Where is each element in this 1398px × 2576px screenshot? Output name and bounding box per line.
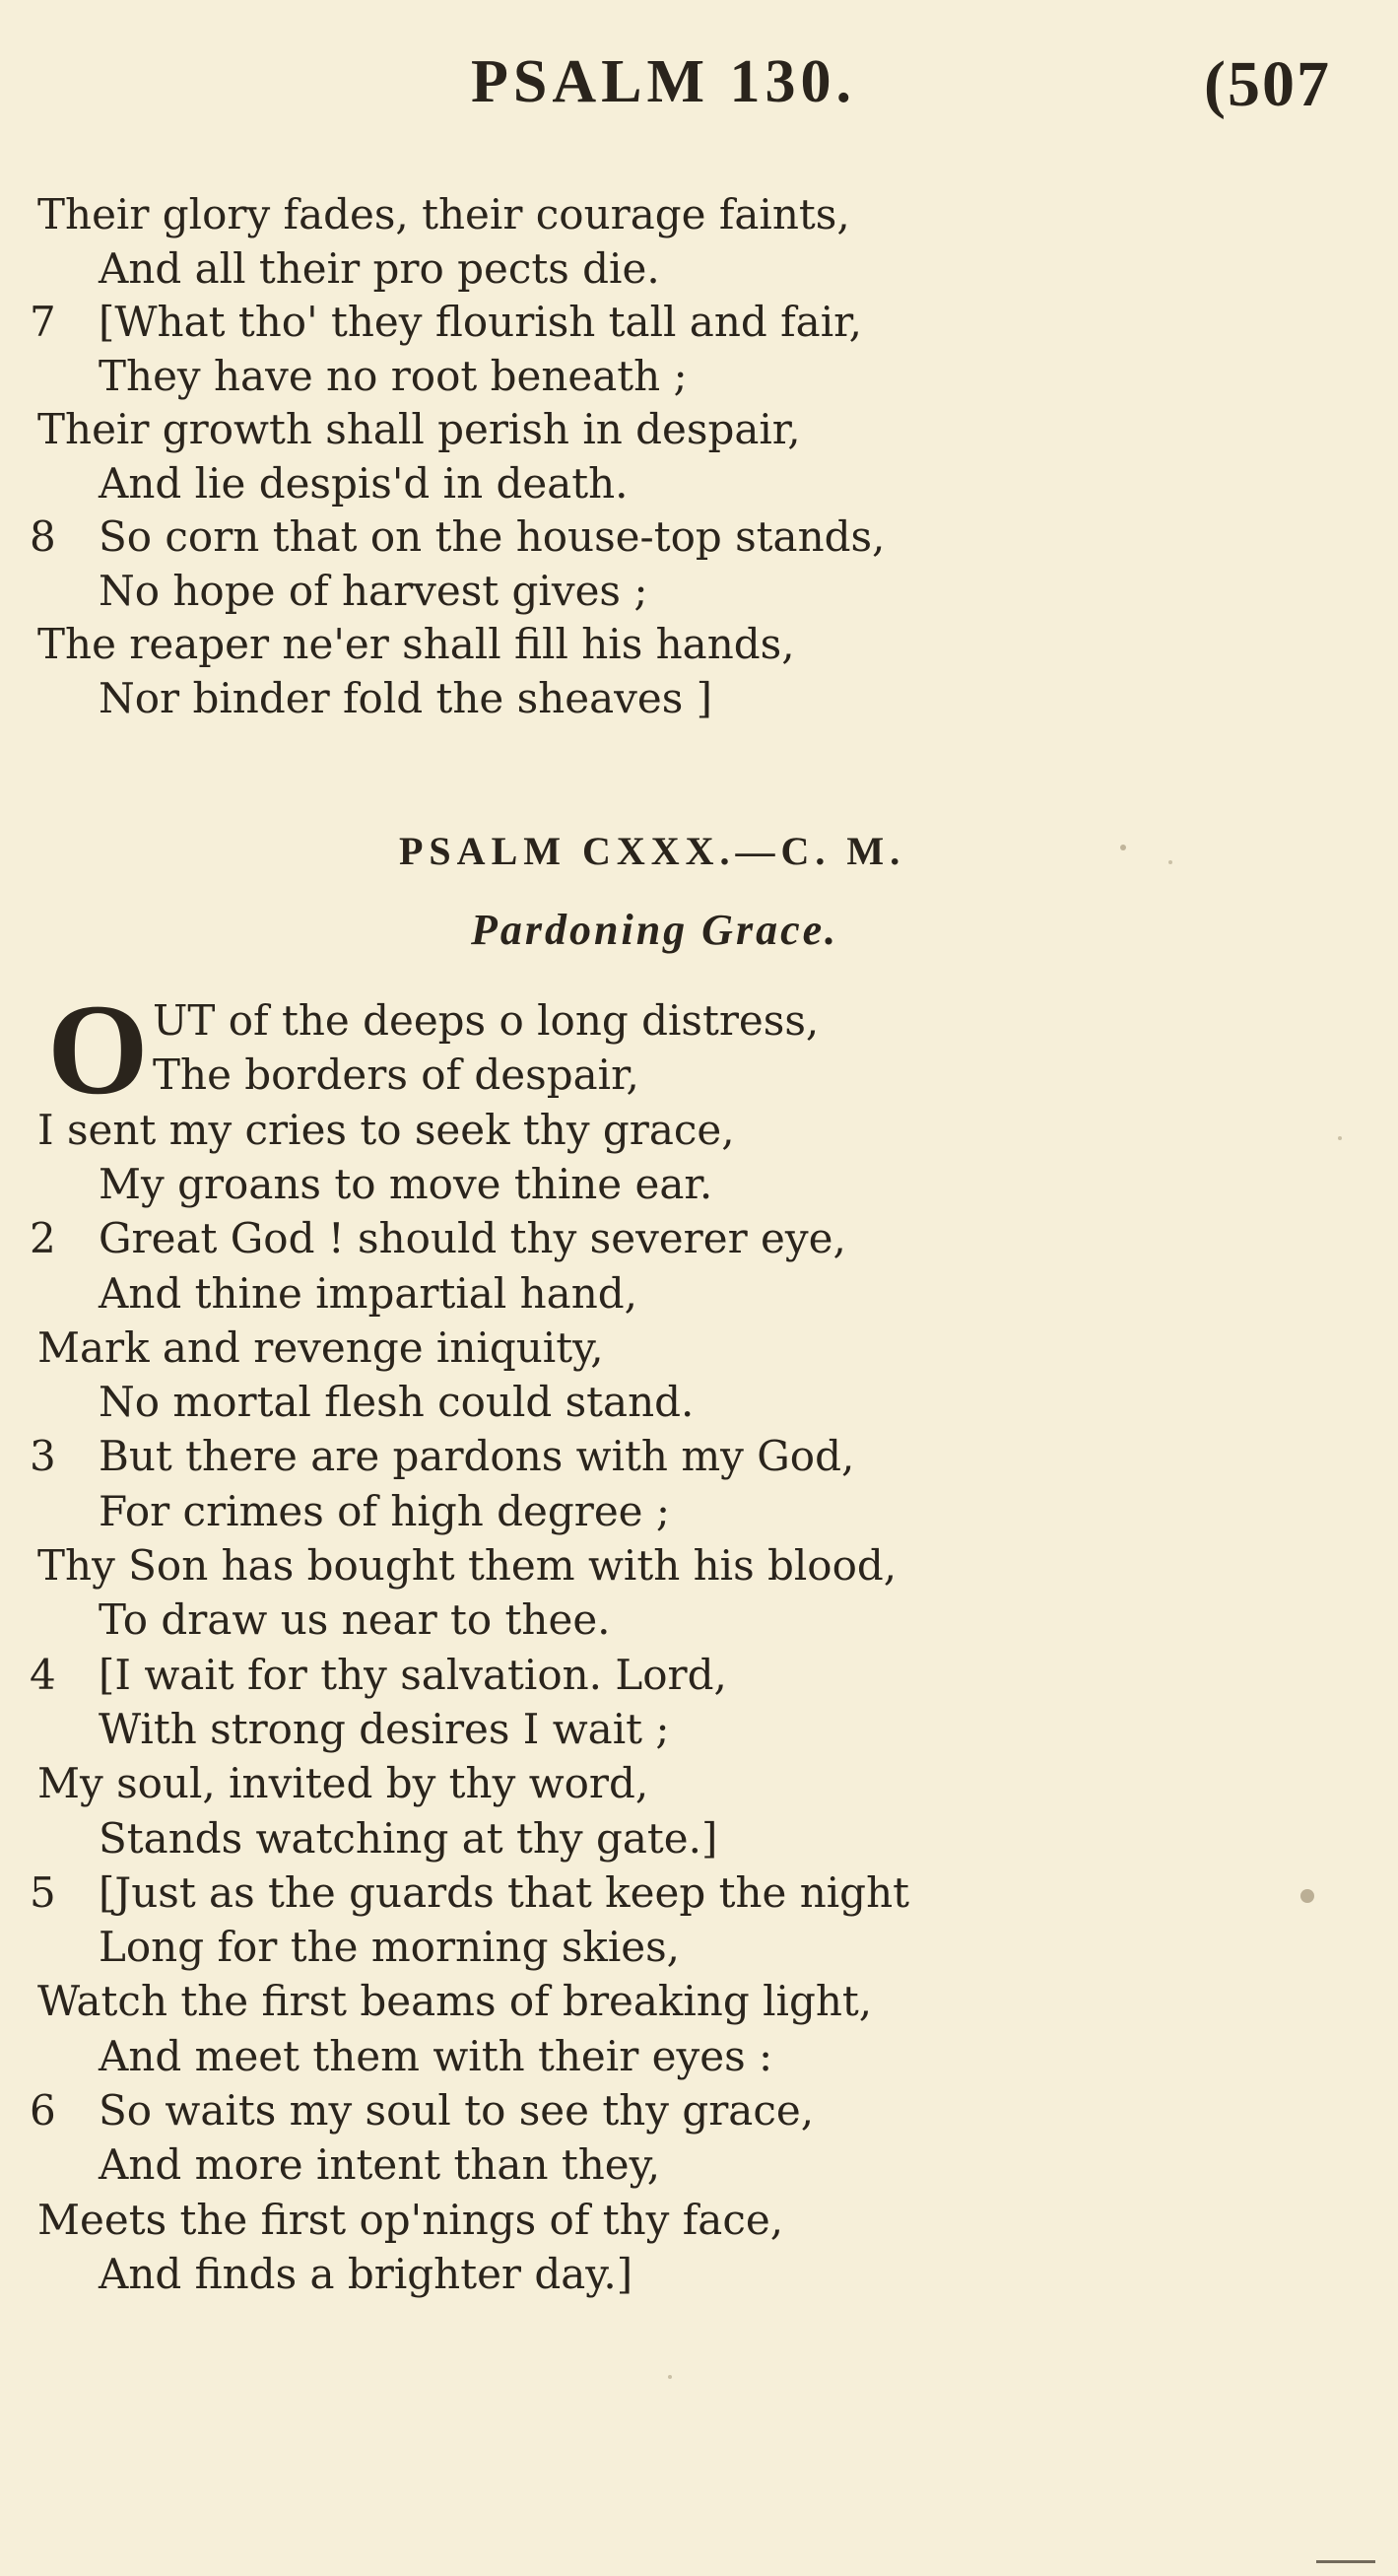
ink-speck [1168, 860, 1172, 864]
running-title: PSALM 130. [471, 48, 856, 115]
verse-text: To draw us near to thee. [99, 1595, 611, 1645]
verse-text: [Just as the guards that keep the night [99, 1867, 909, 1917]
verse-text: But there are pardons with my God, [99, 1432, 855, 1481]
verse-text: The borders of despair, [153, 1051, 639, 1100]
verse-text: So waits my soul to see thy grace, [99, 2086, 815, 2135]
verse-text: Stands watching at thy gate.] [99, 1813, 718, 1863]
verse-number: 4 [30, 1650, 56, 1699]
verse-text: Their growth shall perish in despair, [37, 405, 801, 453]
psalm-subtitle: Pardoning Grace. [471, 906, 839, 954]
verse-text: Nor binder fold the sheaves ] [99, 673, 713, 722]
verse-text: For crimes of high degree ; [99, 1486, 671, 1535]
ink-speck [1300, 1889, 1314, 1903]
verse-text: Their glory fades, their courage faints, [37, 190, 850, 238]
verse-text: No hope of harvest gives ; [99, 566, 648, 615]
verse-number: 3 [30, 1432, 56, 1481]
verse-text: They have no root beneath ; [99, 351, 688, 400]
verse-text: And all their pro pects die. [99, 243, 660, 293]
verse-text: Meets the first op'nings of thy face, [37, 2195, 784, 2244]
drop-cap: O [47, 977, 149, 1121]
verse-number: 5 [30, 1867, 56, 1917]
ink-speck [1338, 1136, 1342, 1140]
verse-number: 6 [30, 2086, 56, 2135]
verse-text: And thine impartial hand, [99, 1268, 638, 1318]
ink-speck [668, 2375, 672, 2379]
verse-text: My groans to move thine ear. [99, 1159, 713, 1208]
verse-text: My soul, invited by thy word, [37, 1759, 649, 1808]
verse-text: With strong desires I wait ; [99, 1704, 670, 1753]
verse-text: And meet them with their eyes : [99, 2031, 773, 2080]
verse-text: [I wait for thy salvation. Lord, [99, 1650, 727, 1699]
verse-text: So corn that on the house-top stands, [99, 512, 886, 561]
ink-speck [1316, 2560, 1375, 2563]
verse-text: No mortal flesh could stand. [99, 1378, 695, 1427]
verse-text: And lie despis'd in death. [99, 458, 629, 508]
verse-number: 7 [30, 298, 56, 346]
verse-text: Watch the first beams of breaking light, [37, 1977, 873, 2026]
ink-speck [1120, 845, 1126, 850]
verse-text: Thy Son has bought them with his blood, [37, 1541, 898, 1590]
page-number: (507 [1204, 48, 1331, 120]
psalm-heading: PSALM CXXX.—C. M. [399, 829, 906, 873]
verse-number: 2 [30, 1214, 56, 1263]
verse-text: And finds a brighter day.] [99, 2249, 633, 2298]
verse-text: [What tho' they flourish tall and fair, [99, 298, 862, 346]
verse-text: I sent my cries to seek thy grace, [37, 1105, 735, 1154]
verse-text: The reaper ne'er shall fill his hands, [37, 620, 795, 668]
verse-text: Great God ! should thy severer eye, [99, 1214, 846, 1263]
verse-text: UT of the deeps o long distress, [153, 996, 820, 1045]
verse-number: 8 [30, 512, 56, 561]
verse-text: And more intent than they, [99, 2140, 661, 2190]
verse-text: Mark and revenge iniquity, [37, 1322, 604, 1372]
verse-text: Long for the morning skies, [99, 1923, 681, 1972]
